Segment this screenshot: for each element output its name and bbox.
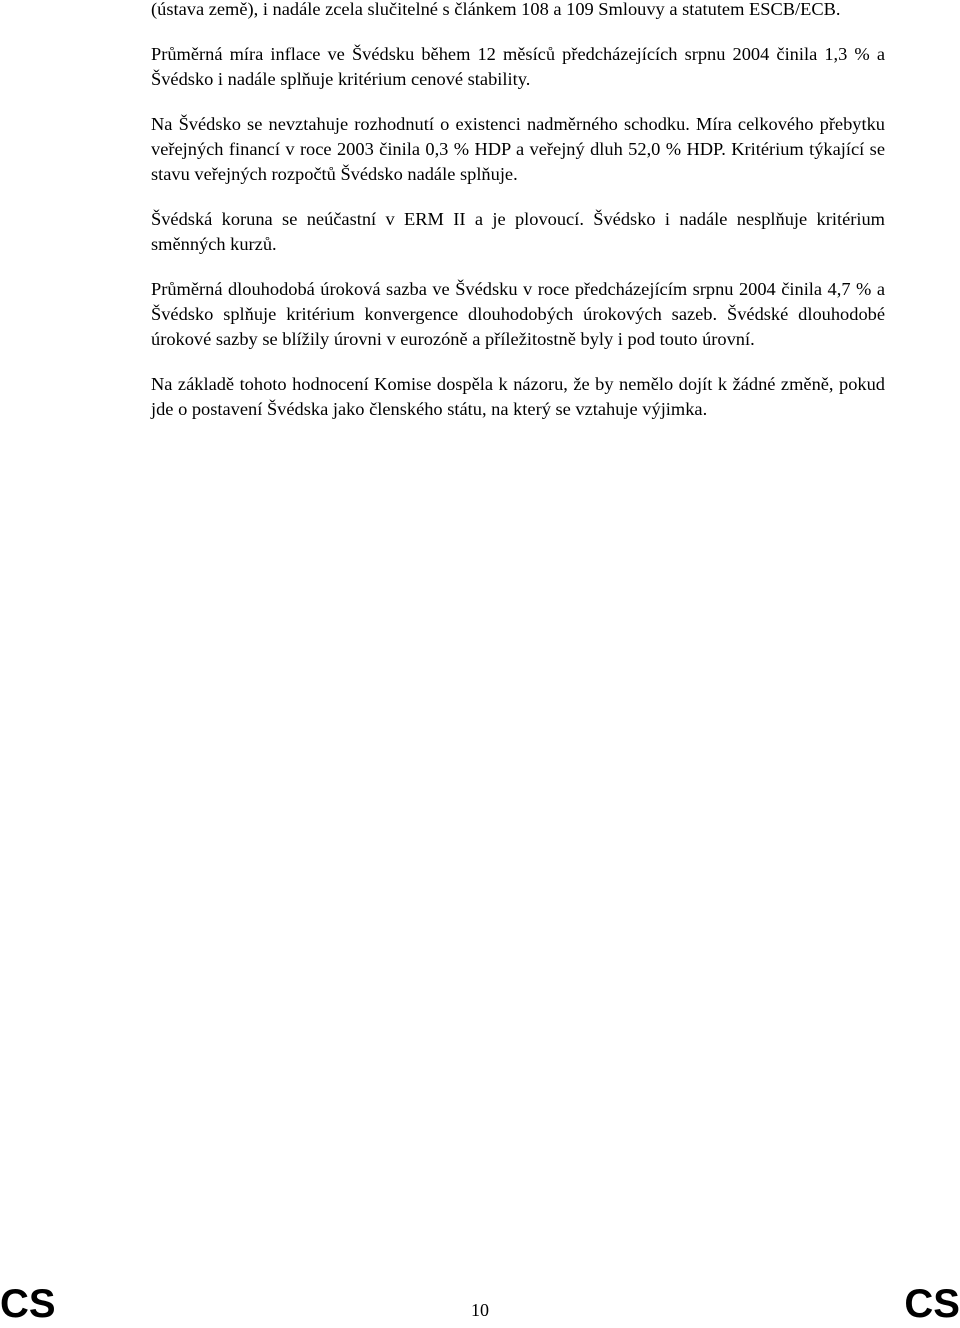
document-body <box>151 0 885 422</box>
footer-language-label-right: CS <box>904 1282 960 1326</box>
paragraph-conclusion: Na základě tohoto hodnocení Komise dospěla k názoru, že by nemělo dojít k žádné změně, pokud jde o postavení Švédska jako členského státu, na který se vztahuje výjimka. <box>151 374 885 419</box>
paragraph-treaty-compatibility: (ústava země), i nadále zcela slučitelné s článkem 108 a 109 Smlouvy a statutem ESCB/ECB. <box>151 0 841 19</box>
paragraph-interest-rates: Průměrná dlouhodobá úroková sazba ve Švédsku v roce předcházejícím srpnu 2004 činila 4,7 % a Švédsko splňuje kritérium konvergence dlouhodobých úrokových sazeb. Švédské dlouhodobé úrokové sazby se blížily úrovni v eurozóně a příležitostně byly i pod touto úrovní. <box>151 279 885 349</box>
paragraph-public-finances: Na Švédsko se nevztahuje rozhodnutí o existenci nadměrného schodku. Míra celkového přebytku veřejných financí v roce 2003 činila 0,3 % HDP a veřejný dluh 52,0 % HDP. Kritérium týkající se stavu veřejných rozpočtů Švédsko nadále splňuje. <box>151 114 885 184</box>
page-number: 10 <box>471 1300 489 1320</box>
paragraph-inflation: Průměrná míra inflace ve Švédsku během 12 měsíců předcházejících srpnu 2004 činila 1,3 % a Švédsko i nadále splňuje kritérium cenové stability. <box>151 44 885 89</box>
footer-language-label-left: CS <box>0 1282 56 1326</box>
paragraph-exchange-rate: Švédská koruna se neúčastní v ERM II a je plovoucí. Švédsko i nadále nesplňuje kritérium směnných kurzů. <box>151 209 885 254</box>
